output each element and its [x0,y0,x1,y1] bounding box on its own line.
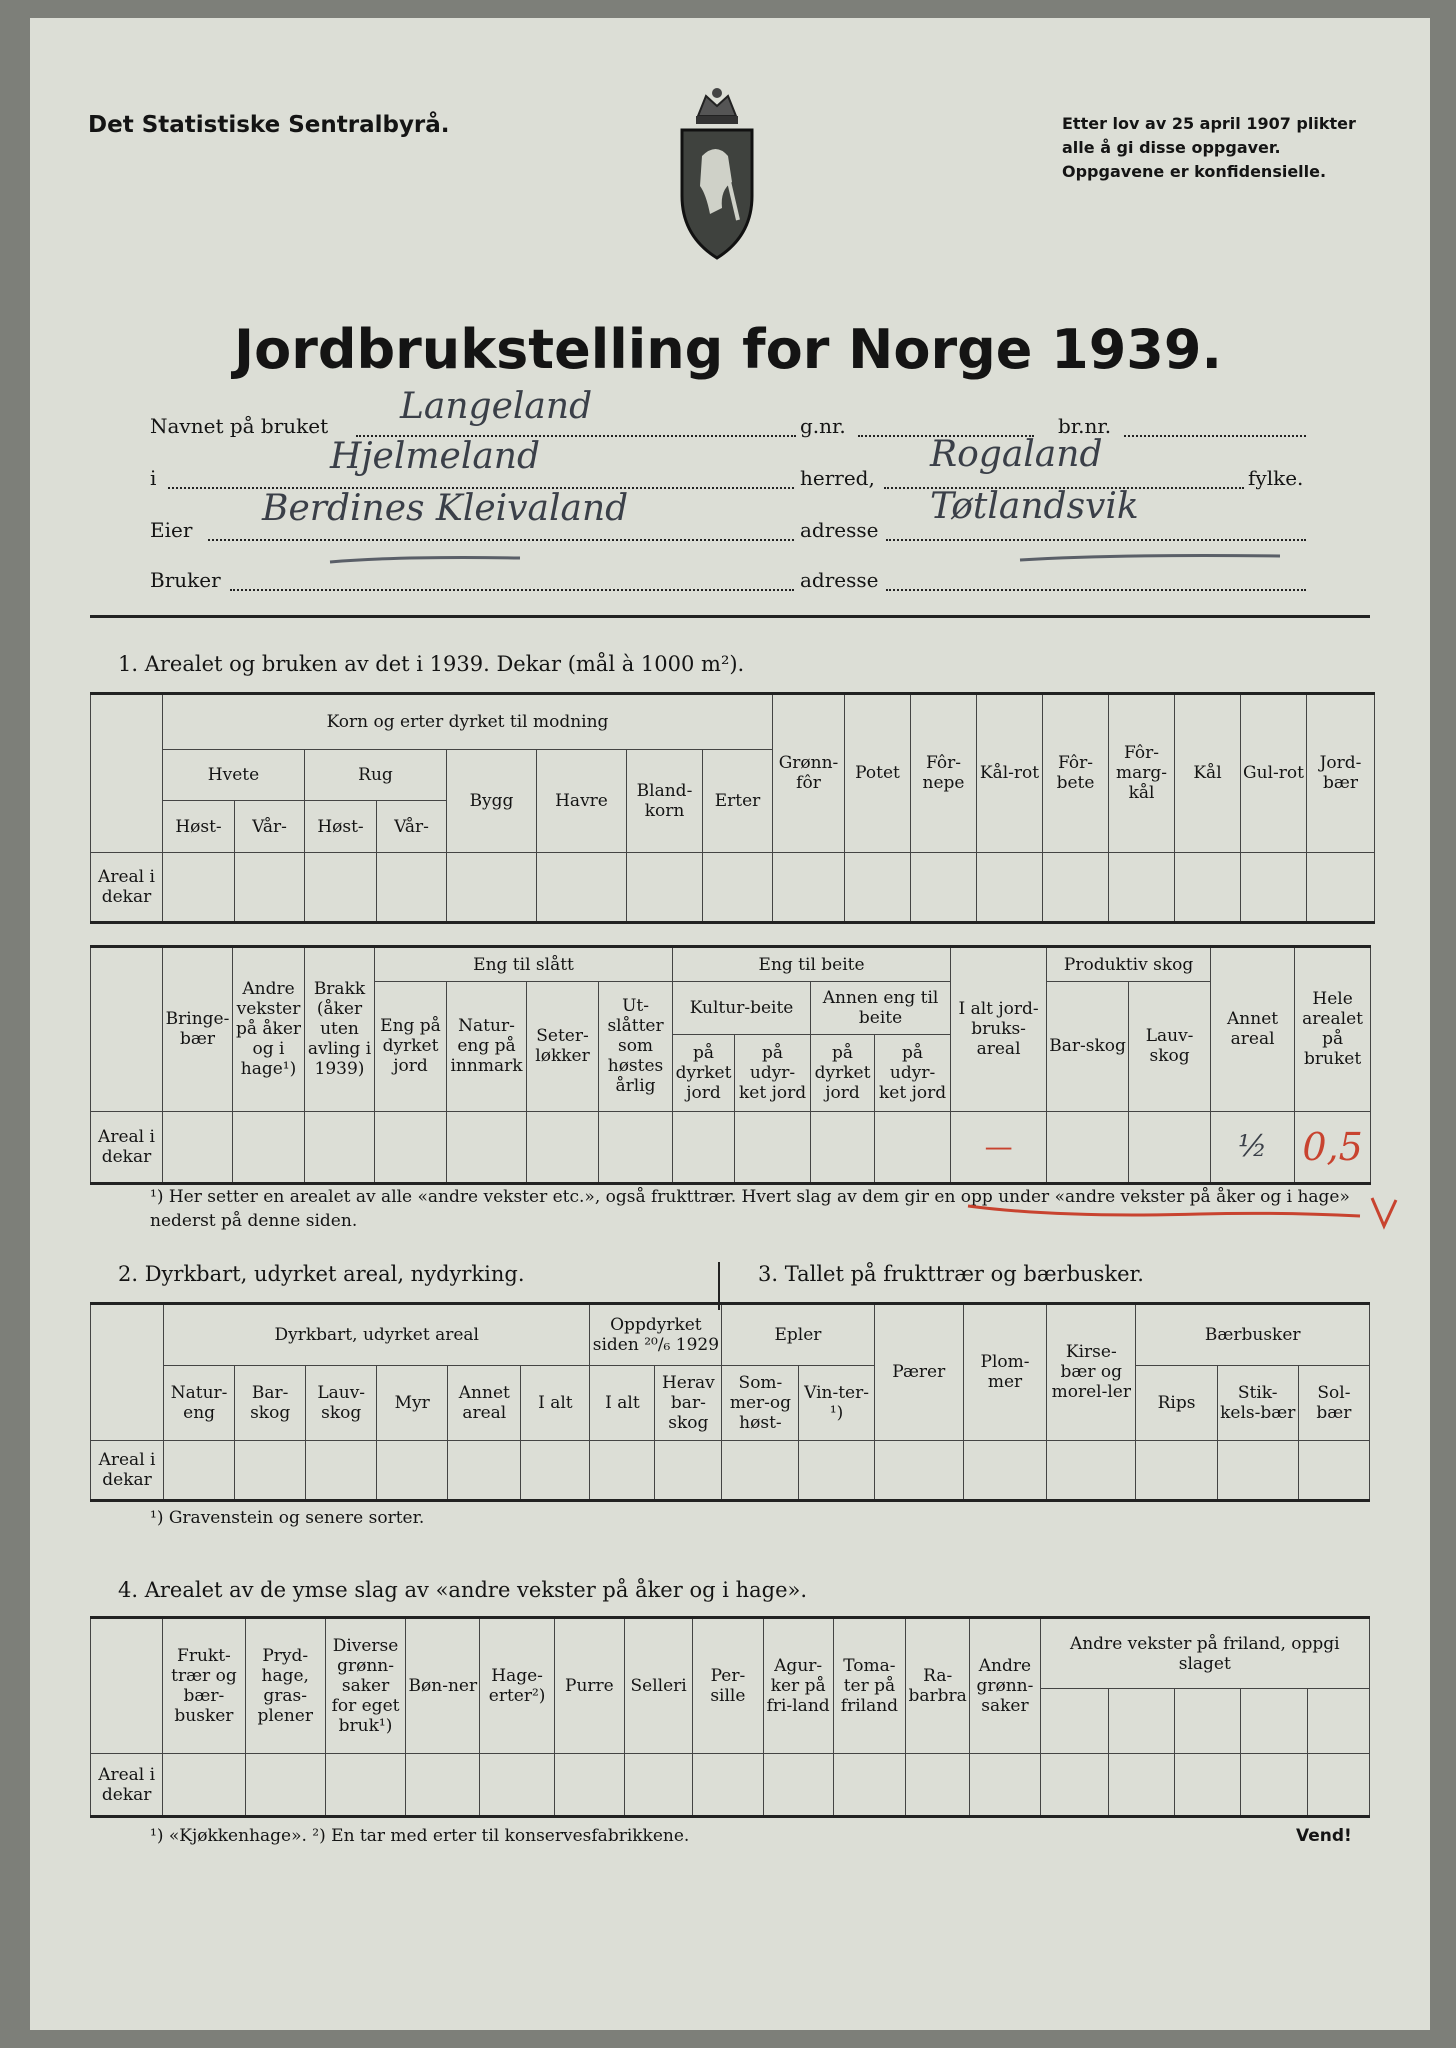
col-lauvskog: Lauv-skog [306,1366,377,1440]
col-gronnfor: Grønn-fôr [773,694,845,853]
col-i-alt: I alt [521,1366,590,1440]
section1-footnote: ¹) Her setter en arealet av alle «andre vekster etc.», også frukttrær. Hvert slag av dem gir en opp under «andre vekster på åker og i hage» nederst på denne siden. [150,1187,1350,1231]
col-epler-vinter: Vin-ter-¹) [799,1366,874,1440]
col-kultur-dyrket: på dyrket jord [673,1034,735,1111]
col-rug: Rug [305,749,447,801]
section3-footnote: ¹) Gravenstein og senere sorter. [150,1508,425,1528]
col-frukttraer: Frukt-trær og bær-busker [163,1618,245,1754]
col-hageerter: Hage-erter²) [480,1618,554,1754]
col-myr: Myr [377,1366,448,1440]
hele-arealet-value: 0,5 [1295,1111,1371,1183]
eng-slatt-header: Eng til slått [375,947,673,982]
col-rabarbra: Ra-barbra [906,1618,970,1754]
row-label: Areal i dekar [91,1111,163,1183]
table-row [91,1440,1370,1500]
col-annen-udyrket: på udyr-ket jord [875,1034,951,1111]
col-prydhage: Pryd-hage, gras-plener [245,1618,325,1754]
col-kalrot: Kål-rot [977,694,1043,853]
col-forbete: Fôr-bete [1043,694,1109,853]
kulturbeite-header: Kultur-beite [673,982,811,1035]
col-seterlokker: Seter-løkker [527,982,599,1111]
dyrkbart-header: Dyrkbart, udyrket areal [164,1304,590,1366]
i-label: i [150,466,157,490]
col-fornepe: Fôr-nepe [911,694,977,853]
col-kultur-udyrket: på udyr-ket jord [735,1034,811,1111]
col-solbaer: Sol-bær [1298,1366,1369,1440]
eng-beite-header: Eng til beite [673,947,951,982]
col-bonner: Bøn-ner [406,1618,480,1754]
col-eng-dyrket: Eng på dyrket jord [375,982,447,1111]
korn-group-header: Korn og erter dyrket til modning [163,694,773,750]
col-formargkal: Fôr-marg-kål [1109,694,1175,853]
section1-table-b [90,945,1371,1185]
bruker-adresse-label: adresse [800,568,879,592]
col-brakk: Brakk (åker uten avling i 1939) [305,947,375,1112]
col-potet: Potet [845,694,911,853]
row-label: Areal i dekar [91,1754,163,1817]
navnet-handwritten: Langeland [400,386,593,427]
col-annen-dyrket: på dyrket jord [811,1034,875,1111]
oppdyrket-header: Oppdyrket siden ²⁰/₆ 1929 [590,1304,722,1366]
fylke-handwritten: Rogaland [930,434,1103,475]
eier-handwritten: Berdines Kleivaland [262,488,629,529]
herred-handwritten: Hjelmeland [330,436,541,477]
annen-eng-header: Annen eng til beite [811,982,951,1035]
law-line-2: alle å gi disse oppgaver. [1062,138,1281,157]
section4-table [90,1616,1370,1818]
i-alt-value: — [951,1111,1047,1183]
bureau-name: Det Statistiske Sentralbyrå. [88,112,450,138]
col-stikkelsbaer: Stik-kels-bær [1217,1366,1298,1440]
section2-heading: 2. Dyrkbart, udyrket areal, nydyrking. [118,1262,525,1286]
col-hvete: Hvete [163,749,305,801]
col-kirsebaer: Kirse-bær og morel-ler [1047,1304,1136,1441]
col-i-alt-jordbruksareal: I alt jord-bruks-areal [951,947,1047,1112]
fylke-label: fylke. [1248,466,1304,490]
col-rug-host: Høst- [305,801,377,853]
pencil-dash-marks [320,548,1320,578]
section2-3-table [90,1302,1370,1502]
col-selleri: Selleri [625,1618,693,1754]
col-kal: Kål [1175,694,1241,853]
col-barskog: Bar-skog [235,1366,306,1440]
divider [90,615,1370,618]
eier-line [208,539,794,541]
section3-heading: 3. Tallet på frukttrær og bærbusker. [758,1262,1144,1286]
eier-adresse-label: adresse [800,518,879,542]
col-herav-barskog: Herav bar-skog [655,1366,722,1440]
col-purre: Purre [554,1618,624,1754]
bruker-line [230,589,794,591]
law-line-3: Oppgavene er konfidensielle. [1062,162,1327,181]
row-label: Areal i dekar [91,852,163,922]
col-annet-areal: Annet areal [1211,947,1295,1112]
turn-over-note: Vend! [1296,1826,1352,1846]
section4-footnote: ¹) «Kjøkkenhage». ²) En tar med erter til konservesfabrikkene. [150,1826,690,1846]
section4-heading: 4. Arealet av de ymse slag av «andre vekster på åker og i hage». [118,1578,808,1602]
navnet-label: Navnet på bruket [150,414,329,438]
law-line-1: Etter lov av 25 april 1907 plikter [1062,114,1356,133]
brnr-label: br.nr. [1058,414,1112,438]
red-underline-mark [960,1196,1400,1236]
brnr-line [1124,435,1306,437]
col-havre: Havre [537,749,627,852]
col-oppdyrket-i-alt: I alt [590,1366,655,1440]
herred-label: herred, [800,466,875,490]
col-utslatter: Ut-slåtter som høstes årlig [599,982,673,1111]
col-rips: Rips [1136,1366,1217,1440]
col-diverse-gronnsaker: Diverse grønn-saker for eget bruk¹) [325,1618,405,1754]
col-lauvskog: Lauv-skog [1129,982,1211,1111]
table-row [91,1111,1371,1183]
eier-adresse-handwritten: Tøtlandsvik [930,486,1139,527]
gnr-label: g.nr. [800,414,846,438]
col-natureng: Natur-eng på innmark [447,982,527,1111]
col-hele-arealet: Hele arealet på bruket [1295,947,1371,1112]
eier-label: Eier [150,518,193,542]
col-bygg: Bygg [447,749,537,852]
section1-heading: 1. Arealet og bruken av det i 1939. Dekar (mål à 1000 m²). [118,652,745,676]
col-agurker: Agur-ker på fri-land [763,1618,833,1754]
table-row [91,852,1375,922]
baerbusker-header: Bærbusker [1136,1304,1370,1366]
col-plommer: Plom-mer [963,1304,1046,1441]
col-epler-sommer: Som-mer-og høst- [722,1366,799,1440]
andre-friland-header: Andre vekster på friland, oppgi slaget [1040,1618,1369,1689]
law-notice [1062,112,1356,184]
bruker-adresse-line [886,589,1306,591]
col-persille: Per-sille [693,1618,763,1754]
col-andre-vekster: Andre vekster på åker og i hage¹) [233,947,305,1112]
col-jordbaer: Jord-bær [1307,694,1375,853]
col-erter: Erter [703,749,773,852]
table-row [91,1754,1370,1817]
section1-table-a [90,692,1375,924]
col-rug-var: Vår- [377,801,447,853]
col-tomater: Toma-ter på friland [833,1618,905,1754]
col-bringebaer: Bringe-bær [163,947,233,1112]
coat-of-arms-icon [676,86,758,262]
col-barskog: Bar-skog [1047,982,1129,1111]
col-blandkorn: Bland-korn [627,749,703,852]
col-natureng: Natur-eng [164,1366,235,1440]
col-andre-gronnsaker: Andre grønn-saker [970,1618,1040,1754]
epler-header: Epler [722,1304,874,1366]
col-hvete-host: Høst- [163,801,235,853]
prod-skog-header: Produktiv skog [1047,947,1211,982]
bruker-label: Bruker [150,568,221,592]
annet-areal-value: ½ [1211,1111,1295,1183]
page-title: Jordbrukstelling for Norge 1939. [234,318,1222,381]
col-annet-areal: Annet areal [448,1366,521,1440]
eier-adresse-line [886,539,1306,541]
col-paerer: Pærer [874,1304,963,1441]
col-gulrot: Gul-rot [1241,694,1307,853]
col-hvete-var: Vår- [235,801,305,853]
row-label: Areal i dekar [91,1440,164,1500]
